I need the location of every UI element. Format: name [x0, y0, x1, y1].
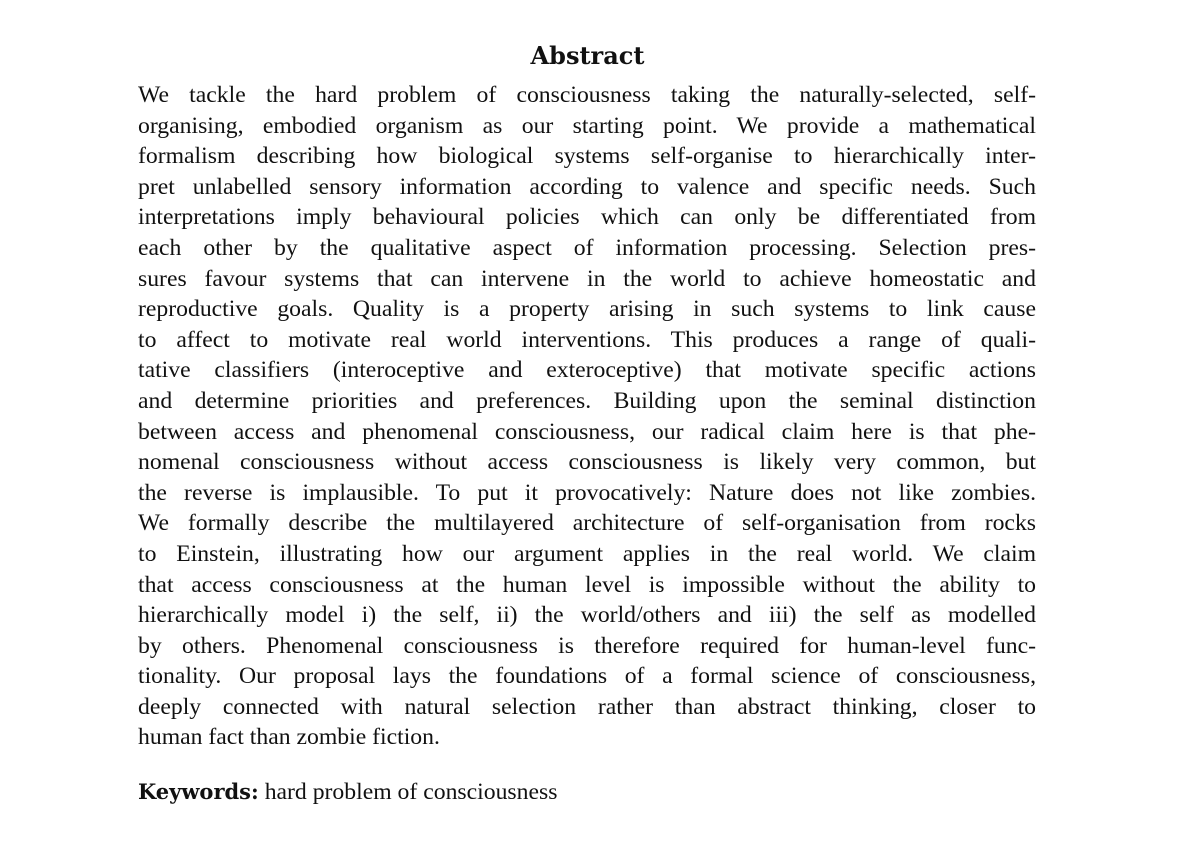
abstract-line: tionality. Our proposal lays the foundations of a formal science of consciousness,: [138, 663, 1036, 690]
abstract-line: We formally describe the multilayered architecture of self-organisation from rocks: [138, 510, 1036, 537]
abstract-line: tative classifiers (interoceptive and exteroceptive) that motivate specific actions: [138, 357, 1036, 384]
abstract-line-last: human fact than zombie fiction.: [138, 724, 440, 751]
abstract-line: sures favour systems that can intervene in the world to achieve homeostatic and: [138, 265, 1036, 292]
abstract-line: reproductive goals. Quality is a property arising in such systems to link cause: [138, 296, 1036, 323]
abstract-line: hierarchically model i) the self, ii) the world/others and iii) the self as modelled: [138, 602, 1036, 629]
abstract-line: the reverse is implausible. To put it provocatively: Nature does not like zombies.: [138, 479, 1036, 506]
abstract-line: that access consciousness at the human level is impossible without the ability to: [138, 571, 1036, 598]
abstract-line: each other by the qualitative aspect of information processing. Selection pres-: [138, 234, 1036, 261]
abstract-body: [138, 80, 1036, 753]
abstract-line: deeply connected with natural selection rather than abstract thinking, closer to: [138, 693, 1036, 720]
keywords-label: Keywords:: [138, 779, 259, 804]
abstract-line: interpretations imply behavioural policies which can only be differentiated from: [138, 204, 1036, 231]
abstract-heading: Abstract: [530, 41, 645, 70]
abstract-line: and determine priorities and preferences. Building upon the seminal distinction: [138, 387, 1036, 414]
abstract-line: between access and phenomenal consciousness, our radical claim here is that phe-: [138, 418, 1036, 445]
abstract-line: to Einstein, illustrating how our argument applies in the real world. We claim: [138, 540, 1036, 567]
abstract-line: nomenal consciousness without access consciousness is likely very common, but: [138, 449, 1036, 476]
abstract-line: by others. Phenomenal consciousness is therefore required for human-level func-: [138, 632, 1036, 659]
abstract-line: to affect to motivate real world interventions. This produces a range of quali-: [138, 326, 1036, 353]
keywords-value: hard problem of consciousness: [264, 779, 558, 805]
abstract-line: organising, embodied organism as our starting point. We provide a mathematical: [138, 112, 1036, 139]
abstract-line: We tackle the hard problem of consciousness taking the naturally-selected, self-: [138, 82, 1036, 108]
abstract-line: formalism describing how biological systems self-organise to hierarchically inter-: [138, 143, 1036, 170]
abstract-line: pret unlabelled sensory information according to valence and specific needs. Such: [138, 173, 1036, 200]
keywords: [138, 776, 557, 808]
